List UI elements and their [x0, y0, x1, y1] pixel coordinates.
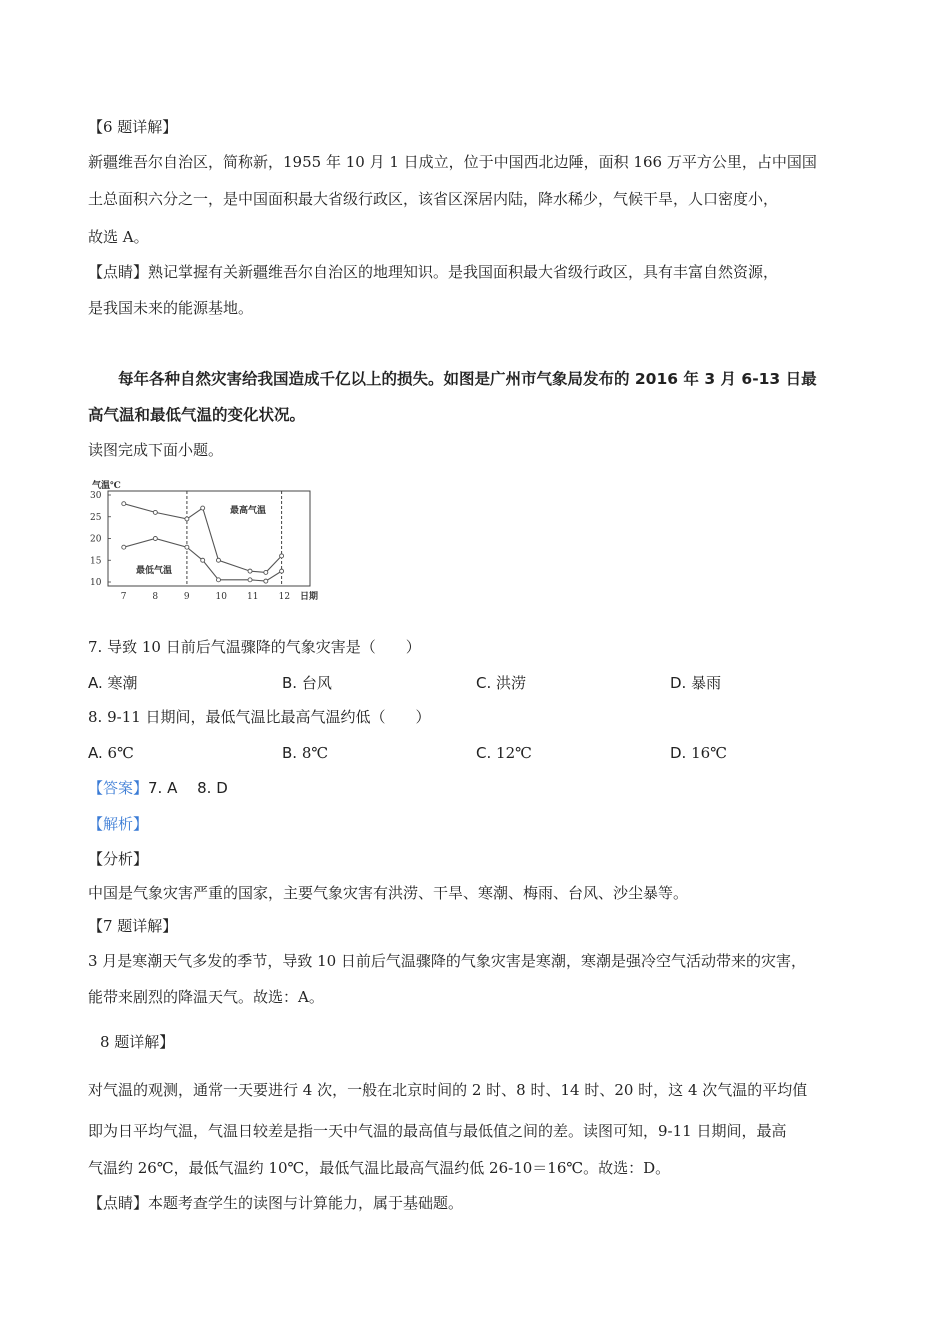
q7-detail-heading: 【7 题详解】: [88, 917, 178, 935]
data-point: [280, 554, 284, 558]
series-label-min: 最低气温: [136, 566, 173, 576]
q7-stem: 7. 导致 10 日前后气温骤降的气象灾害是（ ）: [88, 638, 421, 656]
q6-detail-line: 新疆维吾尔自治区，简称新，1955 年 10 月 1 日成立，位于中国西北边陲，面积 166 万平方公里，占中国国: [88, 153, 817, 171]
x-tick-label: 8: [152, 592, 159, 602]
q8-detail-heading: 8 题详解】: [100, 1033, 175, 1051]
q8-option-c[interactable]: C. 12℃: [476, 744, 532, 762]
q8-note: 【点睛】本题考查学生的读图与计算能力，属于基础题。: [88, 1194, 464, 1212]
data-point: [153, 510, 157, 514]
y-tick-label: 25: [90, 512, 102, 523]
data-point: [248, 569, 252, 573]
chart-xlabel: 日期: [300, 592, 319, 602]
x-tick-label: 12: [278, 592, 291, 602]
data-point: [153, 537, 157, 541]
q8-stem: 8. 9-11 日期间，最低气温比最高气温约低（ ）: [88, 708, 431, 726]
q7-option-a[interactable]: A. 寒潮: [88, 674, 138, 692]
intro-line: 高气温和最低气温的变化状况。: [88, 406, 306, 424]
q8-detail-line: 对气温的观测，通常一天要进行 4 次，一般在北京时间的 2 时、8 时、14 时、20 时，这 4 次气温的平均值: [88, 1081, 808, 1099]
data-point: [122, 502, 126, 506]
q8-option-d[interactable]: D. 16℃: [670, 744, 727, 762]
answer-value: 7. A 8. D: [148, 779, 228, 797]
q8-option-a[interactable]: A. 6℃: [88, 744, 134, 762]
data-point: [201, 506, 205, 510]
q6-detail-line: 故选 A。: [88, 228, 149, 246]
temperature-chart: [88, 475, 328, 605]
y-tick-label: 20: [90, 534, 102, 545]
y-tick-label: 30: [90, 491, 102, 501]
x-tick-label: 11: [247, 592, 259, 602]
data-point: [248, 578, 252, 582]
y-tick-label: 15: [90, 556, 102, 567]
q8-detail-line: 即为日平均气温，气温日较差是指一天中气温的最高值与最低值之间的差。读图可知，9-11 日期间，最高: [88, 1122, 787, 1140]
intro-instruction: 读图完成下面小题。: [88, 441, 224, 459]
data-point: [216, 558, 220, 562]
answer-line: [88, 778, 228, 798]
x-tick-label: 9: [183, 592, 190, 602]
chart-ylabel: 气温℃: [92, 481, 121, 491]
data-point: [280, 569, 284, 573]
q7-option-d[interactable]: D. 暴雨: [670, 674, 722, 692]
analysis-label: 【解析】: [88, 815, 149, 833]
data-point: [216, 578, 220, 582]
answer-label: 【答案】: [88, 779, 149, 797]
q6-note-line: 【点睛】熟记掌握有关新疆维吾尔自治区的地理知识。是我国面积最大省级行政区，具有丰富自然资源，: [88, 263, 779, 281]
analysis-sub-label: 【分析】: [88, 850, 149, 868]
q8-option-b[interactable]: B. 8℃: [282, 744, 329, 762]
q7-detail-line: 3 月是寒潮天气多发的季节，导致 10 日前后气温骤降的气象灾害是寒潮，寒潮是强冷空气活动带来的灾害，: [88, 952, 806, 970]
intro-line: 每年各种自然灾害给我国造成千亿以上的损失。如图是广州市气象局发布的 2016 年 3 月 6-13 日最: [118, 370, 817, 388]
data-point: [122, 545, 126, 549]
q6-detail-heading: 【6 题详解】: [88, 118, 178, 136]
data-point: [264, 570, 268, 574]
analysis-text: 中国是气象灾害严重的国家，主要气象灾害有洪涝、干旱、寒潮、梅雨、台风、沙尘暴等。: [88, 884, 689, 902]
data-point: [185, 517, 189, 521]
q7-detail-line: 能带来剧烈的降温天气。故选：A。: [88, 988, 324, 1006]
q6-detail-line: 土总面积六分之一，是中国面积最大省级行政区，该省区深居内陆，降水稀少，气候干旱，人口密度小，: [88, 190, 779, 208]
data-point: [185, 545, 189, 549]
data-point: [264, 579, 268, 583]
series-label-max: 最高气温: [230, 506, 267, 516]
q6-note-line: 是我国未来的能源基地。: [88, 299, 254, 317]
q7-option-c[interactable]: C. 洪涝: [476, 674, 527, 692]
x-tick-label: 7: [120, 592, 127, 602]
data-point: [201, 558, 205, 562]
y-tick-label: 10: [90, 578, 102, 588]
x-tick-label: 10: [215, 592, 227, 602]
q7-option-b[interactable]: B. 台风: [282, 674, 332, 692]
q8-detail-line: 气温约 26℃，最低气温约 10℃，最低气温比最高气温约低 26-10＝16℃。故选：D。: [88, 1159, 671, 1177]
